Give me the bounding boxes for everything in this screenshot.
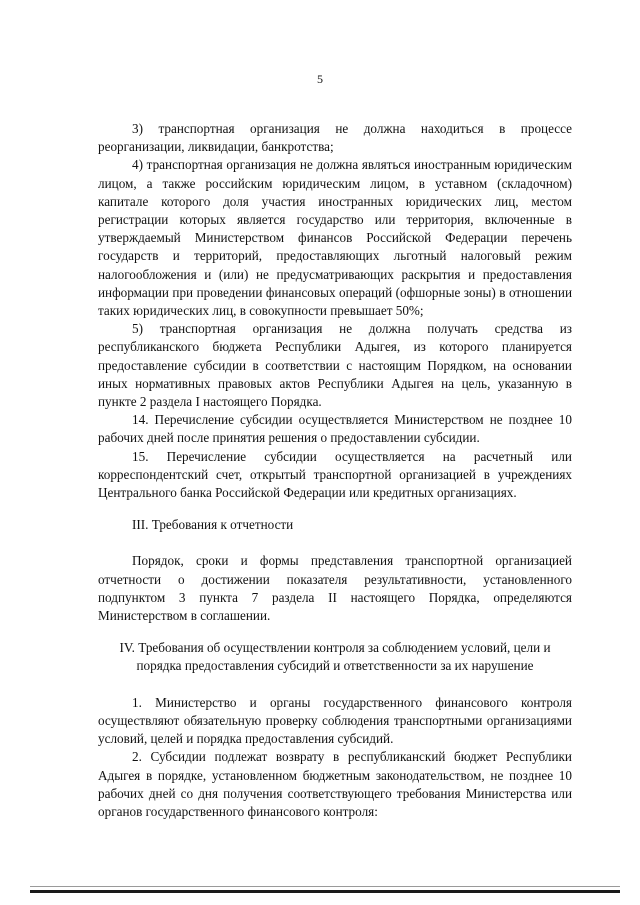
paragraph-clause-14: 14. Перечисление субсидии осуществляется Министерством не позднее 10 рабочих дней после принятия решения о предоставлении субсидии. [98,412,572,446]
section-4-title-line-2: порядка предоставления субсидий и ответственности за их нарушение [136,658,534,674]
section-3-title: III. Требования к отчетности [132,517,294,533]
section-4-clause-2: 2. Субсидии подлежат возврату в республиканский бюджет Республики Адыгея в порядке, установленном бюджетным законодательством, не позднее 10 рабочих дней со дня получения соответствующего требования Министерства или органов государственного финансового контроля: [98,749,572,819]
section-4-title-line-1: IV. Требования об осуществлении контроля за соблюдением условий, цели и [119,640,551,656]
section-3-body: Порядок, сроки и формы представления транспортной организацией отчетности о достижении показателя результативности, установленного подпунктом 3 пункта 7 раздела II настоящего Порядка, определяются Министерством в соглашении. [98,553,572,624]
scan-edge-line [30,886,620,887]
paragraph-clause-15: 15. Перечисление субсидии осуществляется на расчетный или корреспондентский счет, открытый транспортной организацией в учреждениях Центрального банка Российской Федерации или кредитных организациях. [98,448,572,501]
paragraph-item-5: 5) транспортная организация не должна получать средства из республиканского бюджета Республики Адыгея, из которого планируется предоставление субсидии в соответствии с настоящим Порядком, на основании иных нормативных правовых актов Республики Адыгея на цель, указанную в пункте 2 раздела I настоящего Порядка. [98,321,572,410]
page-number: 5 [317,72,323,86]
paragraph-item-3: 3) транспортная организация не должна находиться в процессе реорганизации, ликвидации, банкротства; [98,121,572,155]
paragraph-item-4: 4) транспортная организация не должна являться иностранным юридическим лицом, а также российским юридическим лицом, в уставном (складочном) капитале которого доля участия иностранных юридических лиц, местом регистрации которых является государство или территория, включенные в утверждаемый Министерством финансов Российской Федерации перечень государств и территорий, предоставляющих льготный налоговый режим налогообложения и (или) не предусматривающих раскрытия и предоставления информации при проведении финансовых операций (офшорные зоны) в отношении таких юридических лиц, в совокупности превышает 50%; [98,157,572,319]
section-4-title [98,639,572,675]
section-4-clause-1: 1. Министерство и органы государственного финансового контроля осуществляют обязательную проверку соблюдения транспортными организациями условий, целей и порядка предоставления субсидий. [98,694,572,747]
document-body [98,120,572,821]
scan-bottom-border [30,890,620,893]
